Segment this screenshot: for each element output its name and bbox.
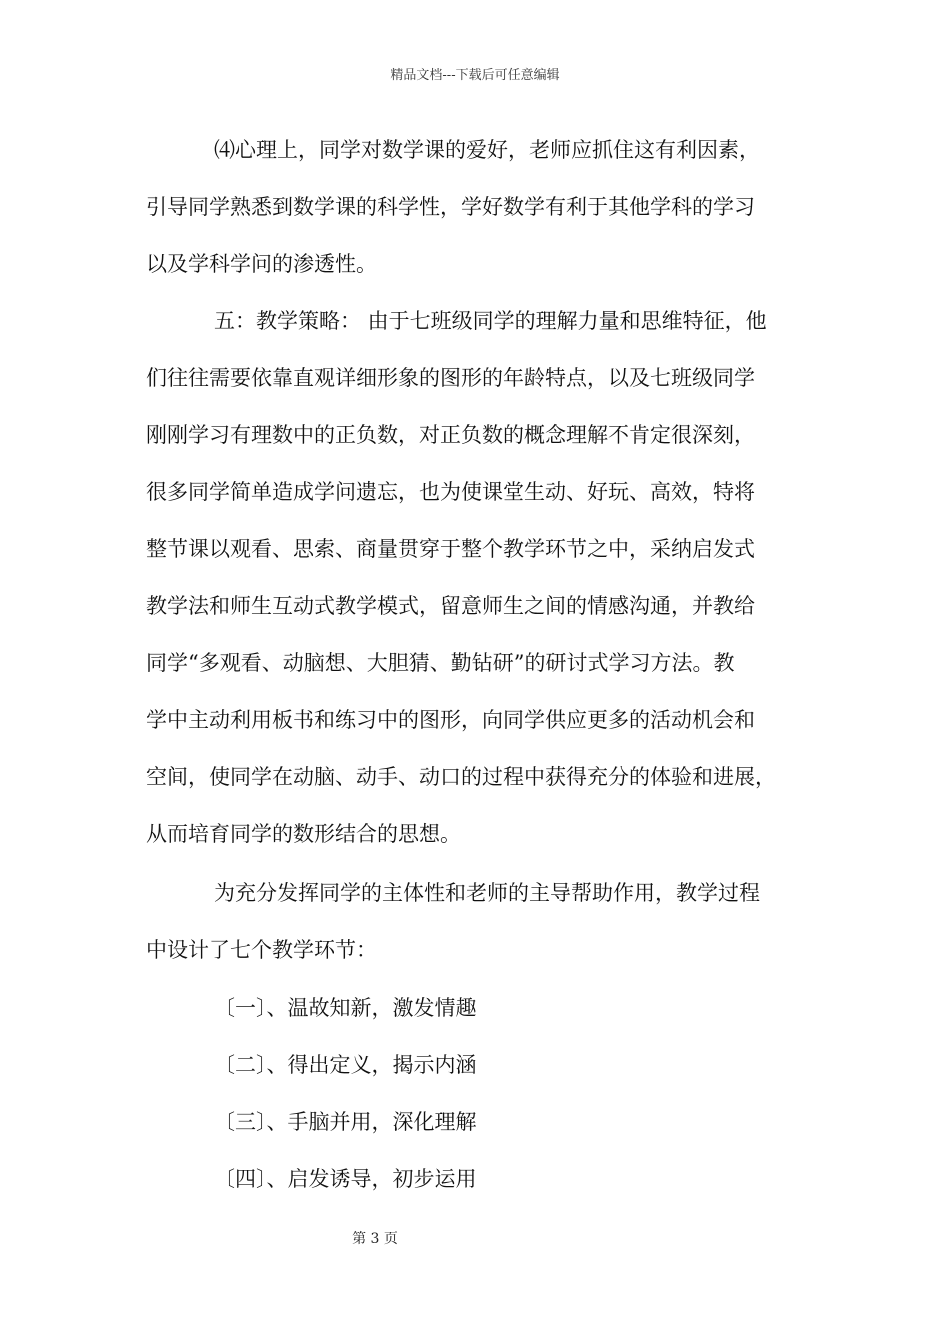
paragraph-line: 五：教学策略： 由于七班级同学的理解力量和思维特征，他 xyxy=(214,309,767,333)
paragraph-line: 教学法和师生互动式教学模式，留意师生之间的情感沟通，并教给 xyxy=(146,594,755,618)
paragraph-line: 刚刚学习有理数中的正负数，对正负数的概念理解不肯定很深刻， xyxy=(146,423,755,447)
paragraph-line: 空间，使同学在动脑、动手、动口的过程中获得充分的体验和进展， xyxy=(146,765,776,789)
step-item: 〔四〕、启发诱导，初步运用 xyxy=(214,1167,477,1191)
step-item: 〔三〕、手脑并用，深化理解 xyxy=(214,1110,477,1134)
paragraph-line: 们往往需要依靠直观详细形象的图形的年龄特点，以及七班级同学 xyxy=(146,366,755,390)
paragraph-line: 引导同学熟悉到数学课的科学性，学好数学有利于其他学科的学习 xyxy=(146,195,755,219)
paragraph-line: 很多同学简单造成学问遗忘，也为使课堂生动、好玩、高效，特将 xyxy=(146,480,755,504)
paragraph-line: 同学“多观看、动脑想、大胆猜、勤钻研”的研讨式学习方法。教 xyxy=(146,651,735,675)
paragraph-line: 从而培育同学的数形结合的思想。 xyxy=(146,822,461,846)
paragraph-line: 学中主动利用板书和练习中的图形，向同学供应更多的活动机会和 xyxy=(146,708,755,732)
paragraph-line: 整节课以观看、思索、商量贯穿于整个教学环节之中，采纳启发式 xyxy=(146,537,755,561)
step-item: 〔一〕、温故知新，激发情趣 xyxy=(214,996,477,1020)
step-item: 〔二〕、得出定义，揭示内涵 xyxy=(214,1053,477,1077)
paragraph-line: 以及学科学问的渗透性。 xyxy=(146,252,377,276)
page-number: 第 3 页 xyxy=(352,1231,398,1247)
paragraph-line: ⑷心理上，同学对数学课的爱好，老师应抓住这有利因素， xyxy=(214,138,760,162)
paragraph-line: 中设计了七个教学环节： xyxy=(146,938,377,962)
paragraph-line: 为充分发挥同学的主体性和老师的主导帮助作用，教学过程 xyxy=(214,881,760,905)
page-header: 精品文档---下载后可任意编辑 xyxy=(390,68,560,83)
